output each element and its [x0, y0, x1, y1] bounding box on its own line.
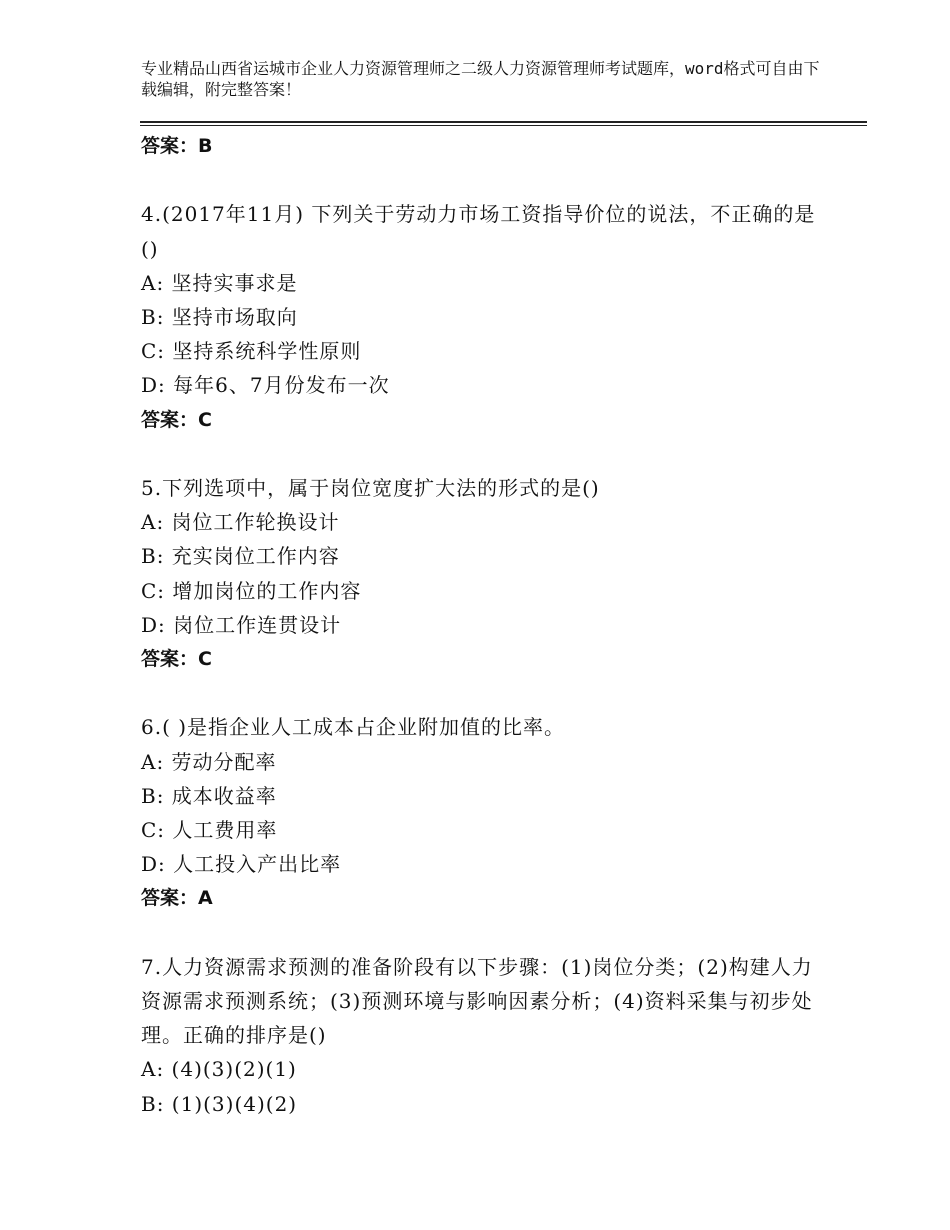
question-text: 5.下列选项中，属于岗位宽度扩大法的形式的是()	[141, 476, 600, 500]
page-header: 专业精品山西省运城市企业人力资源管理师之二级人力资源管理师考试题库，word格式可自由下载编辑，附完整答案！	[141, 59, 820, 99]
question-text: 7.人力资源需求预测的准备阶段有以下步骤：(1)岗位分类；(2)构建人力资源需求预测系统；(3)预测环境与影响因素分析；(4)资料采集与初步处理。正确的排序是()	[141, 954, 813, 1048]
spacer	[141, 676, 821, 710]
option-c: C: 坚持系统科学性原则	[141, 339, 362, 364]
question-5	[141, 471, 821, 676]
question-text: 6.( )是指企业人工成本占企业附加值的比率。	[141, 715, 566, 740]
answer: 答案：C	[141, 648, 212, 671]
option-b: B: 充实岗位工作内容	[141, 544, 340, 569]
question-7	[141, 950, 821, 1121]
option-d: D: 人工投入产出比率	[141, 852, 342, 877]
spacer	[141, 437, 821, 471]
option-d: D: 每年6、7月份发布一次	[141, 373, 390, 398]
option-b: B: 成本收益率	[141, 783, 277, 808]
answer: 答案：C	[141, 408, 212, 431]
option-a: A: (4)(3)(2)(1)	[141, 1057, 297, 1082]
option-a: A: 劳动分配率	[141, 749, 277, 774]
spacer	[141, 916, 821, 950]
question-4	[141, 197, 821, 436]
spacer	[141, 163, 821, 197]
option-b: B: 坚持市场取向	[141, 305, 298, 329]
answer-q3: 答案：B	[141, 135, 213, 157]
question-6	[141, 710, 821, 915]
option-d: D: 岗位工作连贯设计	[141, 612, 342, 637]
answer: 答案：A	[141, 887, 213, 910]
document-body	[141, 129, 821, 1121]
header-divider	[140, 121, 867, 126]
option-c: C: 人工费用率	[141, 818, 278, 843]
option-b: B: (1)(3)(4)(2)	[141, 1091, 298, 1116]
option-a: A: 岗位工作轮换设计	[141, 510, 340, 535]
option-c: C: 增加岗位的工作内容	[141, 578, 362, 603]
question-text: 4.(2017年11月) 下列关于劳动力市场工资指导价位的说法，不正确的是()	[141, 202, 816, 261]
option-a: A: 坚持实事求是	[141, 270, 298, 295]
